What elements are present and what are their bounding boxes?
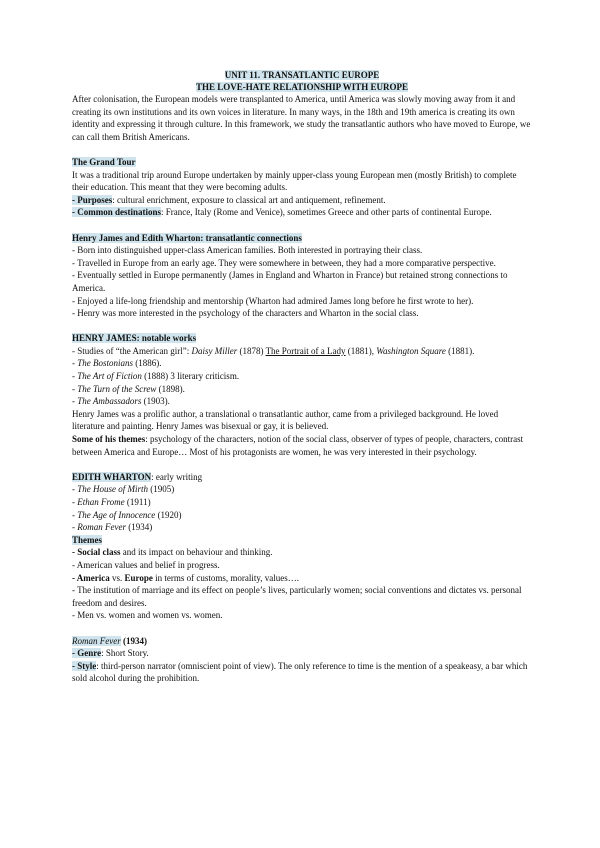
- list-item: - Born into distinguished upper-class American families. Both interested in portraying their class.: [72, 245, 423, 256]
- roman-fever-style: - Style: third-person narrator (omniscient point of view). The only reference to time is the mention of a speakeasy, a bar which sold alcohol during the prohibition.: [72, 660, 528, 684]
- list-item: - Ethan Frome (1911): [72, 497, 151, 507]
- list-item: - The Art of Fiction (1888) 3 literary criticism.: [72, 371, 240, 382]
- list-item: - Studies of “the American girl”: Daisy Miller (1878) The Portrait of a Lady (1881), Washington Square (1881).: [72, 345, 475, 356]
- list-item: - Enjoyed a life-long friendship and mentorship (Wharton had admired James long before he first wrote to her).: [72, 295, 474, 306]
- james-themes: Some of his themes: psychology of the characters, notion of the social class, observer of types of people, characters, contrast between America and Europe… Most of his protagonists are women, he was very interested in their psychology.: [72, 434, 524, 457]
- list-item: - Henry was more interested in the psychology of the characters and Wharton in the social class.: [72, 308, 419, 319]
- connections-heading: Henry James and Edith Wharton: transatlantic connections: [72, 232, 302, 243]
- intro-paragraph: After colonisation, the European models were transplanted to America, until America was slowly moving away from it and creating its own institutions and its own voices in literature. In many ways, in the 18th and 19th america is creating its own identity and expressing it through culture. In this framework, we study the transatlantic authors who have moved to Europe, we can call them British Americans.: [72, 94, 531, 142]
- grand-tour-destinations: - Common destinations: France, Italy (Rome and Venice), sometimes Greece and other parts of continental Europe.: [72, 207, 492, 218]
- list-item: - The Age of Innocence (1920): [72, 509, 182, 520]
- list-item: - American values and belief in progress.: [72, 559, 220, 570]
- wharton-themes-heading: Themes: [72, 534, 102, 545]
- unit-title: UNIT 11. TRANSATLANTIC EUROPE: [224, 70, 380, 80]
- list-item: - The institution of marriage and its effect on people’s lives, particularly women; social conventions and dictates vs. personal freedom and desires.: [72, 585, 522, 608]
- wharton-heading: EDITH WHARTON: early writing: [72, 471, 203, 482]
- roman-fever-genre: - Genre: Short Story.: [72, 648, 149, 659]
- grand-tour-text: It was a traditional trip around Europe undertaken by mainly upper-class young European men (mostly British) to complete their education. This meant that they were becoming adults.: [72, 169, 517, 193]
- list-item: - The Ambassadors (1903).: [72, 396, 170, 407]
- list-item: - The Bostonians (1886).: [72, 358, 162, 369]
- document-page: [72, 70, 532, 685]
- james-heading: HENRY JAMES: notable works: [72, 333, 197, 344]
- list-item: - The Turn of the Screw (1898).: [72, 383, 185, 394]
- roman-fever-heading: Roman Fever (1934): [72, 635, 147, 646]
- list-item: - Men vs. women and women vs. women.: [72, 610, 223, 621]
- list-item: - Social class and its impact on behaviour and thinking.: [72, 547, 273, 558]
- grand-tour-purposes: - Purposes: cultural enrichment, exposure to classical art and antiquement, refinement.: [72, 194, 386, 205]
- list-item: - Eventually settled in Europe permanently (James in England and Wharton in France) but retained strong connections to America.: [72, 270, 508, 293]
- unit-subtitle: THE LOVE-HATE RELATIONSHIP WITH EUROPE: [195, 81, 409, 92]
- james-bio: Henry James was a prolific author, a translational o transatlantic author, came from a privileged background. He loved literature and painting. Henry James was bisexual or gay, it is believed.: [72, 408, 499, 432]
- list-item: - Roman Fever (1934): [72, 522, 153, 533]
- list-item: - America vs. Europe in terms of customs, morality, values….: [72, 572, 299, 583]
- list-item: - The House of Mirth (1905): [72, 484, 175, 495]
- list-item: - Travelled in Europe from an early age. They were somewhere in between, they had a more comparative perspective.: [72, 257, 496, 268]
- grand-tour-heading: The Grand Tour: [72, 156, 136, 167]
